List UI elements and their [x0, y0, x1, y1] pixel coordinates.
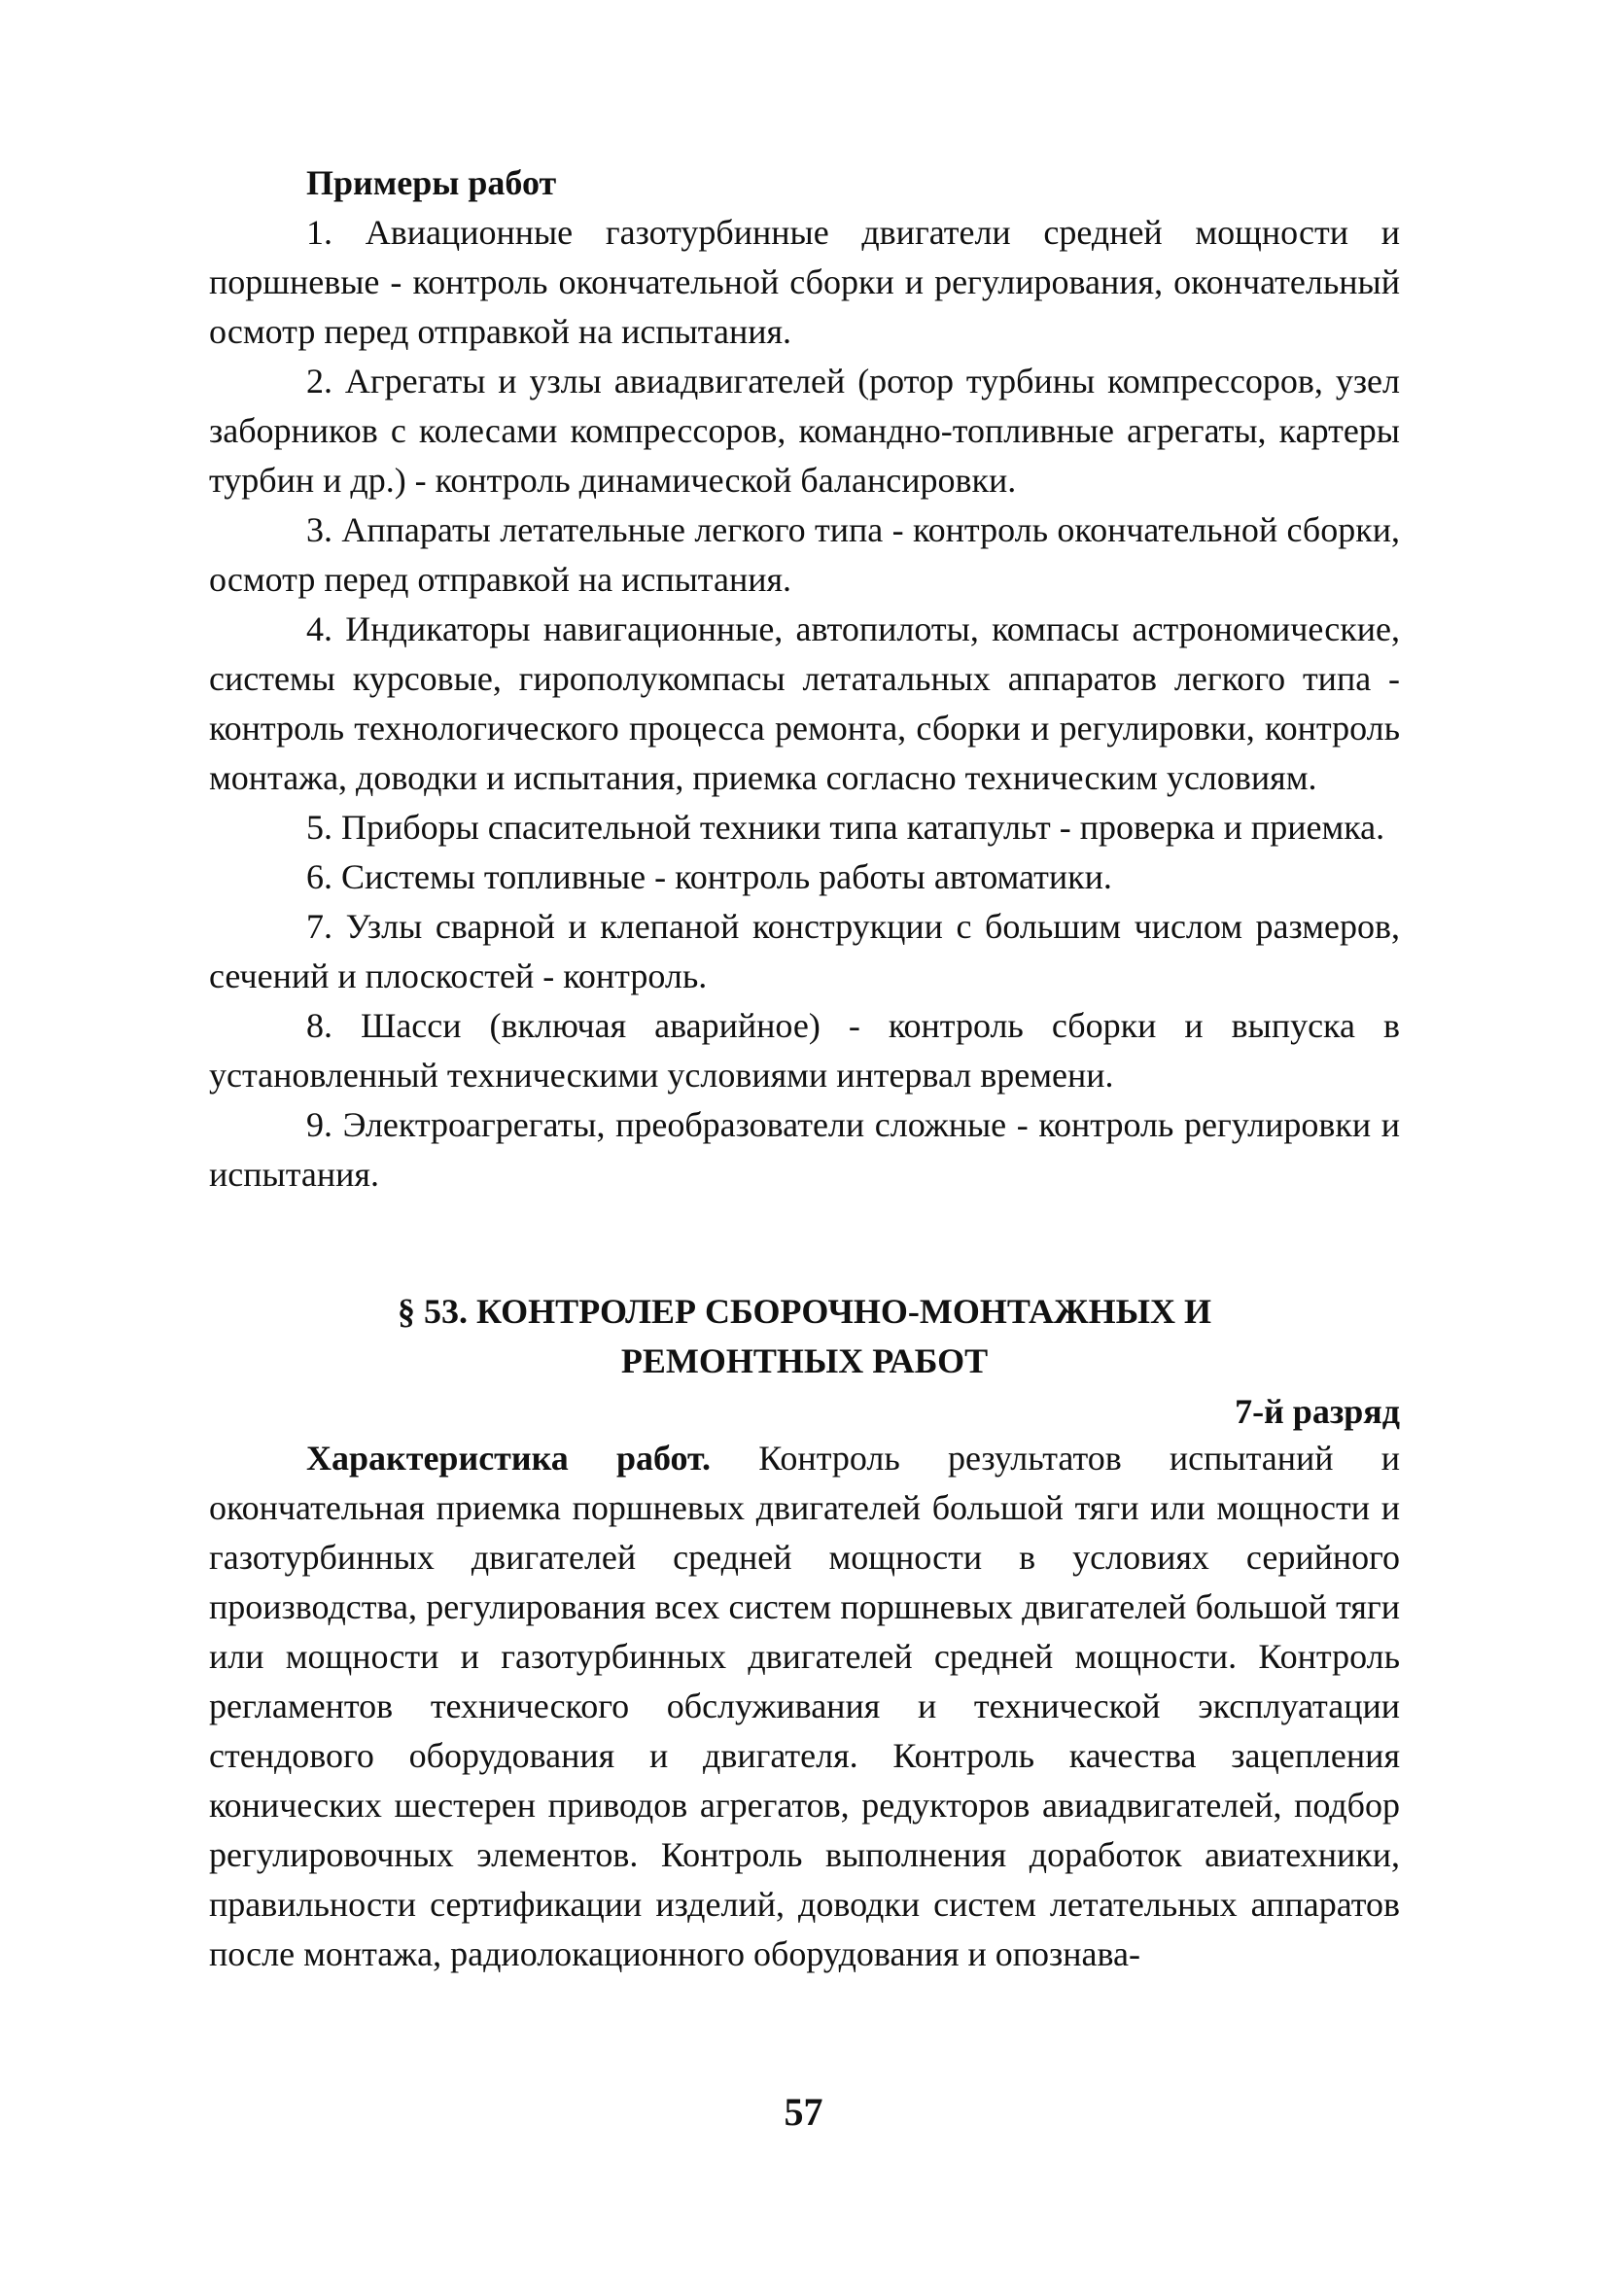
grade-label: 7-й разряд — [1235, 1392, 1400, 1431]
example-item: 6. Системы топливные - контроль работы автоматики. — [306, 857, 1112, 896]
example-item: 7. Узлы сварной и клепаной конструкции с большим числом размеров, сечений и плоскостей - контроль. — [209, 907, 1400, 995]
examples-list — [209, 208, 1400, 1200]
examples-title: Примеры работ — [306, 163, 557, 202]
example-item: 8. Шасси (включая аварийное) - контроль сборки и выпуска в установленный техническими условиями интервал времени. — [209, 1006, 1400, 1095]
section-heading-line-1: § 53. КОНТРОЛЕР СБОРОЧНО-МОНТАЖНЫХ И — [397, 1292, 1212, 1331]
example-item: 2. Агрегаты и узлы авиадвигателей (ротор турбины компрессоров, узел заборников с колесами компрессоров, командно-топливные агрегаты, картеры турбин и др.) - контроль динамической балансировки. — [209, 362, 1400, 500]
example-item: 3. Аппараты летательные легкого типа - контроль окончательной сборки, осмотр перед отправкой на испытания. — [209, 510, 1400, 599]
characteristics-label: Характеристика работ. — [306, 1439, 712, 1478]
example-item: 5. Приборы спасительной техники типа катапульт - проверка и приемка. — [306, 808, 1385, 847]
section-heading — [209, 1287, 1400, 1386]
example-item: 4. Индикаторы навигационные, автопилоты, компасы астрономические, системы курсовые, гирополукомпасы летатальных аппаратов легкого типа - контроль технологического процесса ремонта, сборки и регулировки, контроль монтажа, доводки и испытания, приемка согласно техническим условиям. — [209, 609, 1400, 797]
section-heading-line-2: РЕМОНТНЫХ РАБОТ — [620, 1341, 989, 1380]
characteristics-paragraph — [209, 1434, 1400, 1979]
example-item: 1. Авиационные газотурбинные двигатели средней мощности и поршневые - контроль окончательной сборки и регулирования, окончательный осмотр перед отправкой на испытания. — [209, 213, 1400, 351]
page-number: 57 — [784, 2090, 823, 2134]
example-item: 9. Электроагрегаты, преобразователи сложные - контроль регулировки и испытания. — [209, 1105, 1400, 1194]
characteristics-text: Контроль результатов испытаний и окончательная приемка поршневых двигателей большой тяги или мощности и газотурбинных двигателей средней мощности в условиях серийного производства, регулирования всех систем поршневых двигателей большой тяги или мощности и газотурбинных двигателей средней мощности. Контроль регламентов технического обслуживания и технической эксплуатации стендового оборудования и двигателя. Контроль качества зацепления конических шестерен приводов агрегатов, редукторов авиадвигателей, подбор регулировочных элементов. Контроль выполнения доработок авиатехники, правильности сертификации изделий, доводки систем летательных аппаратов после монтажа, радиолокационного оборудования и опознава- — [209, 1439, 1401, 1973]
